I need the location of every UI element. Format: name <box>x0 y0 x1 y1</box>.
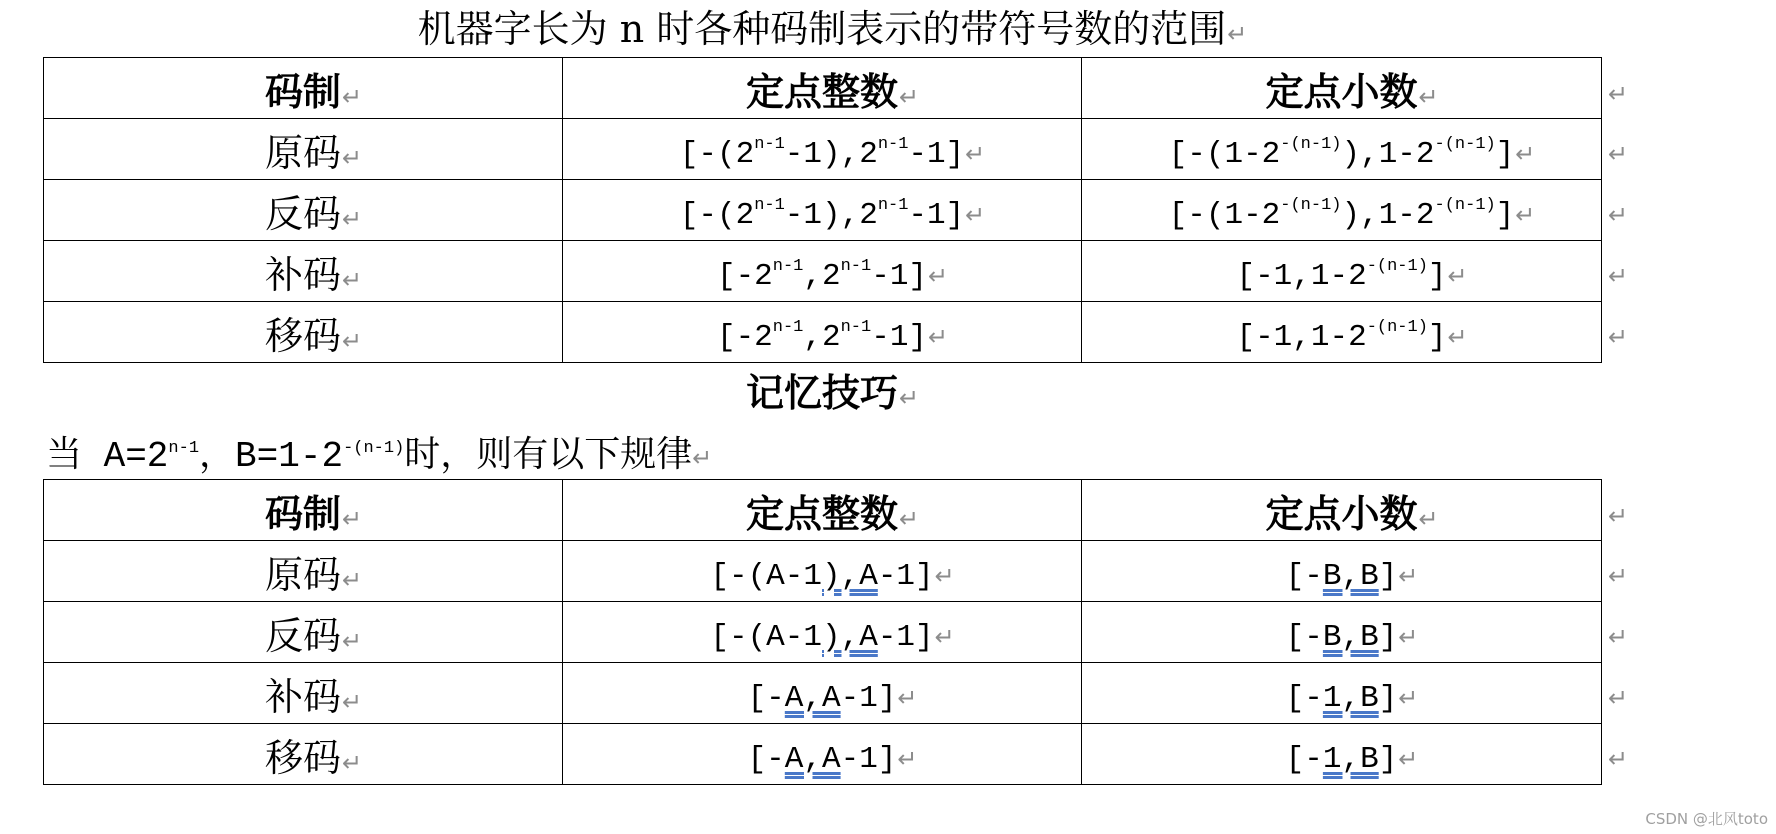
code-label: 原码 <box>264 130 341 175</box>
expression-text: ] <box>1427 258 1447 294</box>
code-label: 补码 <box>264 252 341 297</box>
code-label: 移码 <box>264 313 341 358</box>
fraction-range-expression <box>1286 620 1398 655</box>
paragraph-mark: ↵ <box>341 626 363 655</box>
paragraph-mark-cell <box>1602 119 1632 180</box>
expression-text: [-1,1-2 <box>1236 319 1367 355</box>
watermark: CSDN @北风toto <box>1645 810 1768 828</box>
code-cell <box>44 119 563 180</box>
paragraph-mark: ↵ <box>927 261 949 290</box>
paragraph-mark: ↵ <box>897 744 918 773</box>
paragraph-mark: ↵ <box>1608 323 1629 351</box>
paragraph-mark: ↵ <box>1608 684 1629 712</box>
column-header <box>1082 58 1602 119</box>
fraction-range-cell <box>1082 180 1602 241</box>
underlined-text: ),A <box>822 558 878 594</box>
superscript: -(n-1) <box>1434 134 1496 154</box>
integer-range-cell <box>563 541 1082 602</box>
column-header-label: 定点整数 <box>745 490 898 536</box>
expression-text: ),1-2 <box>1341 197 1435 233</box>
integer-range-cell <box>563 724 1082 785</box>
code-cell <box>44 541 563 602</box>
column-header <box>1082 480 1602 541</box>
superscript: -(n-1) <box>343 439 405 458</box>
expression-text: -1] <box>871 319 928 355</box>
expression-text: -1] <box>877 619 934 655</box>
paragraph-mark: ↵ <box>1608 562 1629 590</box>
superscript: n-1 <box>840 317 872 337</box>
paragraph-mark: ↵ <box>341 565 363 594</box>
paragraph-mark: ↵ <box>1447 261 1468 290</box>
underlined-text: ),A <box>822 619 878 655</box>
expression-text: [-(A-1 <box>710 619 822 655</box>
code-cell <box>44 302 563 363</box>
table-row <box>44 541 1632 602</box>
expression-text: [- <box>1285 741 1323 777</box>
fraction-range-cell <box>1082 724 1602 785</box>
expression-text: [-(2 <box>679 136 755 172</box>
column-header <box>563 58 1082 119</box>
superscript: n-1 <box>772 317 804 337</box>
paragraph-mark: ↵ <box>965 139 986 168</box>
integer-range-cell <box>563 119 1082 180</box>
column-header-label: 定点小数 <box>1265 490 1418 536</box>
paragraph-mark: ↵ <box>1608 623 1629 651</box>
paragraph-mark: ↵ <box>898 504 920 533</box>
code-cell <box>44 724 563 785</box>
superscript: n-1 <box>754 195 785 215</box>
fraction-range-expression <box>1236 317 1447 355</box>
superscript: n-1 <box>877 195 909 215</box>
title-text: 机器字长为 n 时各种码制表示的带符号数的范围 <box>417 7 1227 51</box>
code-label: 原码 <box>264 552 341 597</box>
expression-text: ] <box>1378 619 1398 655</box>
paragraph-mark: ↵ <box>1227 20 1248 48</box>
page-title <box>43 6 1601 57</box>
expression-text: [-2 <box>716 258 773 294</box>
superscript: -(n-1) <box>1434 195 1496 215</box>
expression-text: [-(1-2 <box>1168 136 1281 172</box>
integer-range-cell <box>563 663 1082 724</box>
integer-range-cell <box>563 302 1082 363</box>
fraction-range-expression <box>1168 195 1515 233</box>
paragraph-mark: ↵ <box>1608 201 1629 229</box>
expression-text: [- <box>1285 619 1323 655</box>
integer-range-expression <box>748 681 897 716</box>
fraction-range-cell <box>1082 241 1602 302</box>
underlined-text: A,A <box>784 741 841 777</box>
paragraph-mark: ↵ <box>934 622 955 651</box>
expression-text: ] <box>1495 136 1515 172</box>
paragraph-mark: ↵ <box>965 200 986 229</box>
integer-range-expression <box>710 559 933 594</box>
expression-text: [- <box>747 680 785 716</box>
paragraph-mark: ↵ <box>1608 262 1629 290</box>
superscript: -(n-1) <box>1366 256 1428 276</box>
paragraph-mark-cell <box>1602 663 1632 724</box>
underlined-text: B,B <box>1322 558 1379 594</box>
column-header-label: 定点小数 <box>1265 68 1418 114</box>
table-row <box>44 241 1632 302</box>
fraction-range-cell <box>1082 302 1602 363</box>
expression-text: [- <box>1285 680 1323 716</box>
expression-text: -1),2 <box>784 197 878 233</box>
paragraph-mark-cell <box>1602 724 1632 785</box>
expression-text: -1] <box>908 136 965 172</box>
superscript: n-1 <box>754 134 785 154</box>
expression-text: [-(A-1 <box>710 558 822 594</box>
paragraph-mark-cell <box>1602 541 1632 602</box>
paragraph-mark: ↵ <box>1515 139 1536 168</box>
fraction-range-expression <box>1286 742 1398 777</box>
column-header <box>44 58 563 119</box>
expression-text: -1] <box>908 197 965 233</box>
paragraph-mark: ↵ <box>1398 622 1419 651</box>
expression-text: 当 A=2 <box>46 436 169 477</box>
paragraph-mark: ↵ <box>1447 322 1468 351</box>
expression-text: [-2 <box>716 319 773 355</box>
expression-text: -1] <box>871 258 928 294</box>
expression-text: ] <box>1378 741 1398 777</box>
paragraph-mark: ↵ <box>341 748 363 777</box>
paragraph-mark: ↵ <box>1418 82 1439 111</box>
paragraph-mark: ↵ <box>898 384 920 412</box>
paragraph-mark: ↵ <box>897 683 918 712</box>
fraction-range-expression <box>1286 681 1398 716</box>
integer-range-expression <box>679 134 965 172</box>
paragraph-mark: ↵ <box>1398 561 1419 590</box>
fraction-range-cell <box>1082 663 1602 724</box>
paragraph-mark: ↵ <box>341 204 363 233</box>
expression-text: -1] <box>877 558 934 594</box>
column-header <box>44 480 563 541</box>
fraction-range-expression <box>1286 559 1398 594</box>
paragraph-mark: ↵ <box>692 444 713 472</box>
expression-text: ),1-2 <box>1341 136 1435 172</box>
paragraph-mark-cell <box>1602 241 1632 302</box>
integer-range-expression <box>748 742 897 777</box>
paragraph-mark-cell <box>1602 602 1632 663</box>
integer-range-expression <box>716 256 928 294</box>
expression-text: ] <box>1378 680 1398 716</box>
paragraph-mark-cell <box>1602 58 1632 119</box>
paragraph-mark: ↵ <box>1398 744 1419 773</box>
integer-range-cell <box>563 602 1082 663</box>
integer-range-cell <box>563 180 1082 241</box>
code-label: 反码 <box>264 191 341 236</box>
paragraph-mark: ↵ <box>934 561 955 590</box>
expression-text: ] <box>1495 197 1515 233</box>
table-row <box>44 119 1632 180</box>
expression-text: ,2 <box>803 319 841 355</box>
fraction-range-cell <box>1082 602 1602 663</box>
paragraph-mark: ↵ <box>341 143 363 172</box>
paragraph-mark-cell <box>1602 480 1632 541</box>
paragraph-mark: ↵ <box>1608 501 1629 530</box>
expression-text: -1),2 <box>784 136 878 172</box>
paragraph-mark: ↵ <box>1398 683 1419 712</box>
fraction-range-cell <box>1082 541 1602 602</box>
code-label: 反码 <box>264 613 341 658</box>
superscript: -(n-1) <box>1280 134 1342 154</box>
code-cell <box>44 602 563 663</box>
column-header-label: 定点整数 <box>745 68 898 114</box>
range-table <box>43 57 1632 363</box>
code-cell <box>44 241 563 302</box>
expression-text: ] <box>1427 319 1447 355</box>
section-heading <box>43 370 1601 421</box>
rule-line <box>46 426 713 481</box>
integer-range-cell <box>563 241 1082 302</box>
underlined-text: A,A <box>784 680 841 716</box>
expression-text: [- <box>747 741 785 777</box>
superscript: n-1 <box>840 256 872 276</box>
paragraph-mark: ↵ <box>341 326 363 355</box>
table-row <box>44 302 1632 363</box>
expression-text: -1] <box>840 741 897 777</box>
table-row <box>44 724 1632 785</box>
table-row <box>44 663 1632 724</box>
expression-text: ,2 <box>803 258 841 294</box>
integer-range-expression <box>679 195 965 233</box>
expression-text: [-1,1-2 <box>1236 258 1367 294</box>
code-label: 补码 <box>264 674 341 719</box>
column-header-label: 码制 <box>264 490 341 536</box>
paragraph-mark: ↵ <box>927 322 949 351</box>
header-row <box>44 480 1632 541</box>
fraction-range-expression <box>1168 134 1515 172</box>
paragraph-mark: ↵ <box>1418 504 1439 533</box>
underlined-text: 1,B <box>1322 680 1379 716</box>
fraction-range-cell <box>1082 119 1602 180</box>
paragraph-mark: ↵ <box>1608 745 1629 773</box>
underlined-text: 1,B <box>1322 741 1379 777</box>
paragraph-mark: ↵ <box>1515 200 1536 229</box>
expression-text: 时，则有以下规律 <box>404 436 693 477</box>
code-cell <box>44 663 563 724</box>
integer-range-expression <box>710 620 933 655</box>
column-header <box>563 480 1082 541</box>
underlined-text: B,B <box>1322 619 1379 655</box>
paragraph-mark: ↵ <box>341 504 363 533</box>
paragraph-mark: ↵ <box>341 82 363 111</box>
expression-text: [- <box>1285 558 1323 594</box>
subtitle-text: 记忆技巧 <box>745 370 898 415</box>
code-label: 移码 <box>264 735 341 780</box>
paragraph-mark-cell <box>1602 180 1632 241</box>
paragraph-mark: ↵ <box>1608 79 1629 108</box>
paragraph-mark: ↵ <box>341 687 363 716</box>
integer-range-expression <box>716 317 928 355</box>
paragraph-mark: ↵ <box>341 265 363 294</box>
superscript: n-1 <box>168 439 200 458</box>
code-cell <box>44 180 563 241</box>
expression-text: -1] <box>840 680 897 716</box>
mnemonic-table <box>43 479 1632 785</box>
expression-text: [-(2 <box>679 197 755 233</box>
expression-text: ] <box>1378 558 1398 594</box>
fraction-range-expression <box>1236 256 1447 294</box>
table-row <box>44 180 1632 241</box>
header-row <box>44 58 1632 119</box>
superscript: n-1 <box>772 256 804 276</box>
paragraph-mark-cell <box>1602 302 1632 363</box>
paragraph-mark: ↵ <box>898 82 920 111</box>
superscript: -(n-1) <box>1280 195 1342 215</box>
expression-text: ，B=1-2 <box>199 436 344 477</box>
table-row <box>44 602 1632 663</box>
column-header-label: 码制 <box>264 68 341 114</box>
paragraph-mark: ↵ <box>1608 140 1629 168</box>
superscript: -(n-1) <box>1366 317 1428 337</box>
expression-text: [-(1-2 <box>1168 197 1281 233</box>
superscript: n-1 <box>877 134 909 154</box>
